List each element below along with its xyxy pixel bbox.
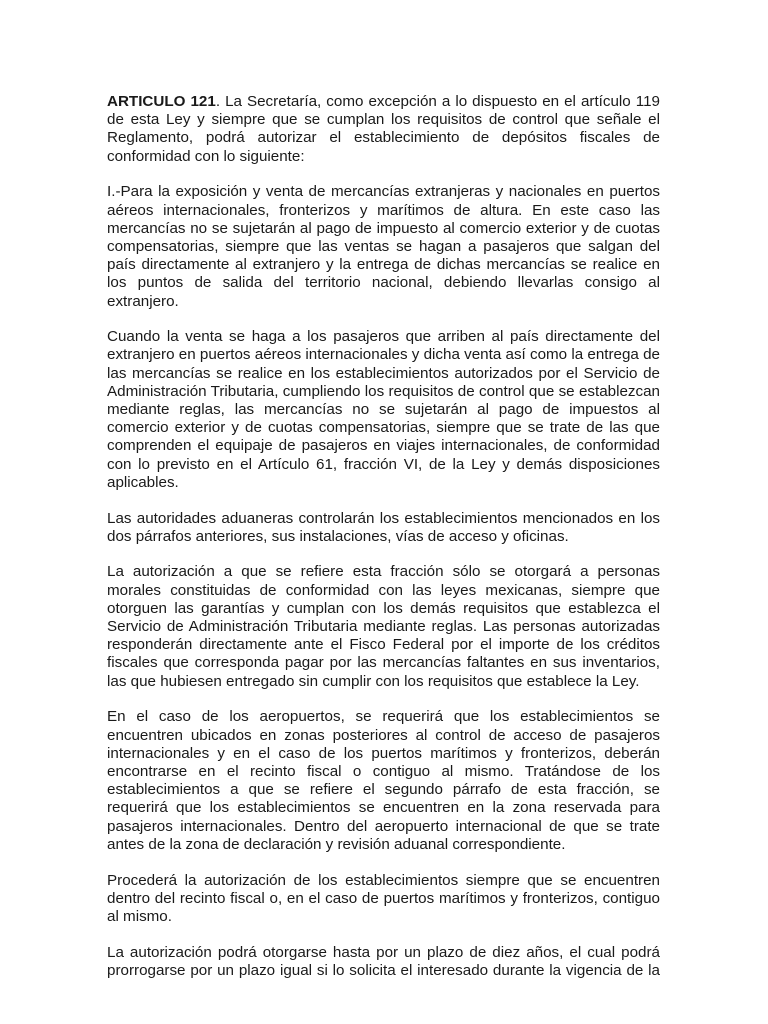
location-requirements-paragraph: En el caso de los aeropuertos, se requerirá que los establecimientos se encuentren ubicados en zonas posteriores al control de acceso de pasajeros internacionales y en el caso de los puertos marítimos y fronterizos, deberán encontrarse en el recinto fiscal o contiguo al mismo. Tratándose de los establecimientos a que se refiere el segundo párrafo de esta fracción, se requerirá que los establecimientos se encuentren en la zona reservada para pasajeros internacionales. Dentro del aeropuerto internacional de que se trate antes de la zona de declaración y revisión aduanal correspondiente. xyxy=(107,708,660,853)
article-intro-paragraph xyxy=(107,93,660,166)
authorization-term-paragraph: La autorización podrá otorgarse hasta por un plazo de diez años, el cual podrá prorrogarse por un plazo igual si lo solicita el interesado durante la vigencia de la xyxy=(107,943,660,979)
article-heading: ARTICULO 121 xyxy=(107,93,216,110)
customs-control-paragraph: Las autoridades aduaneras controlarán los establecimientos mencionados en los dos párrafos anteriores, sus instalaciones, vías de acceso y oficinas. xyxy=(107,509,660,545)
document-page xyxy=(107,93,660,998)
fraction-i-paragraph: I.-Para la exposición y venta de mercancías extranjeras y nacionales en puertos aéreos internacionales, fronterizos y marítimos de altura. En este caso las mercancías no se sujetarán al pago de impuesto al comercio exterior y de cuotas compensatorias, siempre que las ventas se hagan a pasajeros que salgan del país directamente al extranjero y la entrega de dichas mercancías se realice en los puntos de salida del territorio nacional, debiendo llevarlas consigo al extranjero. xyxy=(107,183,660,310)
arrival-sales-paragraph: Cuando la venta se haga a los pasajeros que arriben al país directamente del extranjero en puertos aéreos internacionales y dicha venta así como la entrega de las mercancías se realice en los establecimientos autorizados por el Servicio de Administración Tributaria, cumpliendo los requisitos de control que se establezcan mediante reglas, las mercancías no se sujetarán al pago de impuestos al comercio exterior y de cuotas compensatorias, siempre que se trate de las que comprenden el equipaje de pasajeros en viajes internacionales, de conformidad con lo previsto en el Artículo 61, fracción VI, de la Ley y demás disposiciones aplicables. xyxy=(107,328,660,491)
article-intro-text: . La Secretaría, como excepción a lo dispuesto en el artículo 119 de esta Ley y siempre que se cumplan los requisitos de control que señale el Reglamento, podrá autorizar el establecimiento de depósitos fiscales de conformidad con lo siguiente: xyxy=(107,93,660,165)
fiscal-precinct-paragraph: Procederá la autorización de los establecimientos siempre que se encuentren dentro del recinto fiscal o, en el caso de puertos marítimos y fronterizos, contiguo al mismo. xyxy=(107,871,660,925)
authorization-requirements-paragraph: La autorización a que se refiere esta fracción sólo se otorgará a personas morales constituidas de conformidad con las leyes mexicanas, siempre que otorguen las garantías y cumplan con los demás requisitos que establezca el Servicio de Administración Tributaria mediante reglas. Las personas autorizadas responderán directamente ante el Fisco Federal por el importe de los créditos fiscales que corresponda pagar por las mercancías faltantes en sus inventarios, las que hubiesen entregado sin cumplir con los requisitos que establece la Ley. xyxy=(107,563,660,690)
